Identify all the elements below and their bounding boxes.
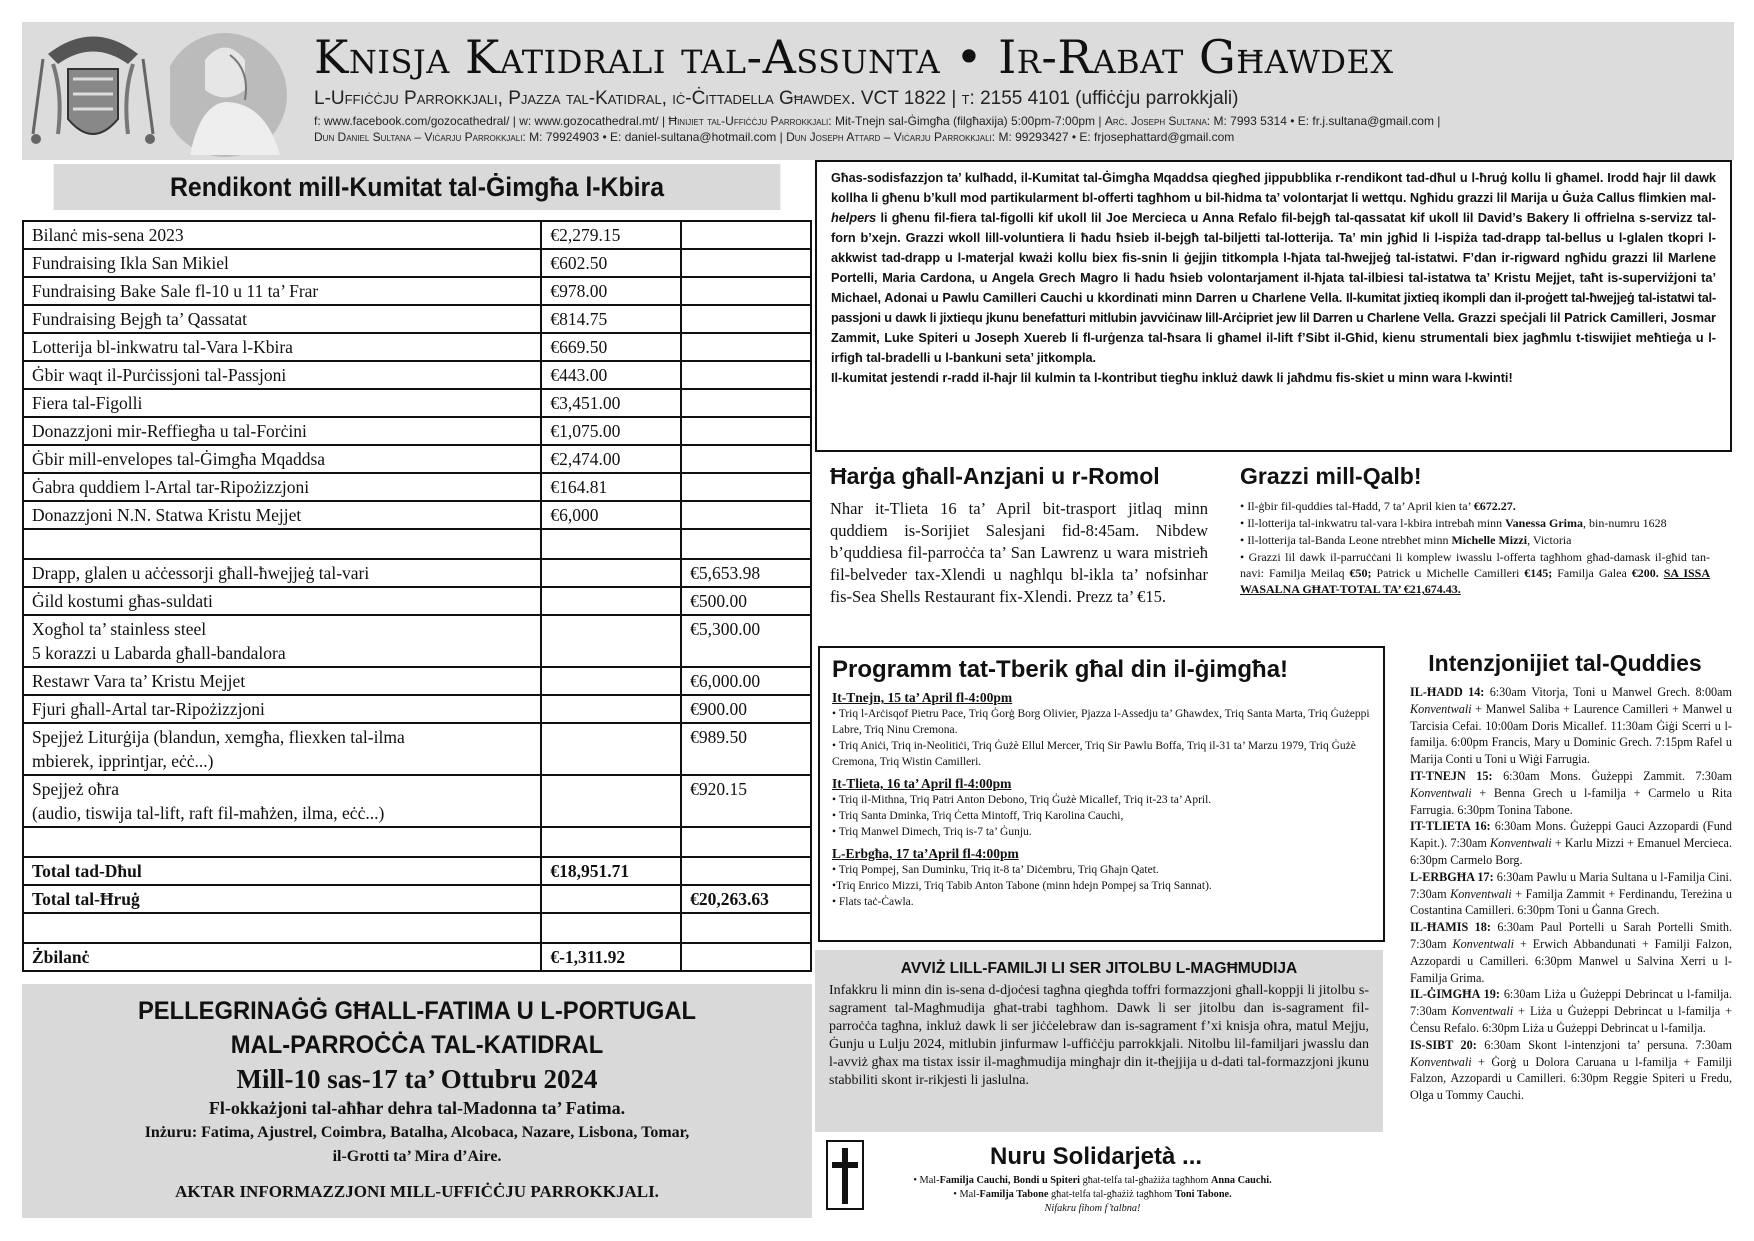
condolences-list [875, 1174, 1310, 1216]
address-line [314, 88, 1238, 110]
finance-income: €164.81 [541, 473, 681, 501]
finance-expense [681, 913, 811, 943]
finance-income: €669.50 [541, 333, 681, 361]
finance-label: Ġbir waqt il-Purċissjoni tal-Passjoni [23, 361, 541, 389]
program-route: •Triq Enrico Mizzi, Triq Tabib Anton Tabone (minn hdejn Pompej sa Triq Sannat). [832, 880, 1212, 892]
finance-label: Drapp, glalen u aċċessorji għall-ħwejjeġ tal-vari [23, 559, 541, 587]
table-row [23, 695, 811, 723]
finance-expense [681, 277, 811, 305]
table-row [23, 667, 811, 695]
program-route: • Triq l-Arċisqof Pietru Pace, Triq Ġorġ Borg Olivier, Pjazza l-Assedju ta’ Għawdex, Triq Santa Marta, Triq Ġużeppi Labre, Triq Ninu Cremona. [832, 708, 1370, 736]
trip-title: Ħarġa għall-Anzjani u r-Romol [830, 463, 1160, 489]
table-row [23, 775, 811, 827]
finance-label: Restawr Vara ta’ Kristu Mejjet [23, 667, 541, 695]
table-row [23, 587, 811, 615]
finance-label: Total tal-Ħruġ [23, 885, 541, 913]
vicar1-contact[interactable]: M: 79924903 • E: daniel-sultana@hotmail.com | [529, 130, 783, 144]
committee-report [815, 160, 1732, 452]
vicar2-contact[interactable]: M: 99293427 • E: frjosephattard@gmail.com [998, 130, 1235, 144]
thanks-title: Grazzi mill-Qalb! [1240, 463, 1422, 489]
finance-expense [681, 529, 811, 559]
pilgrimage-box [22, 984, 812, 1218]
finance-income: €2,279.15 [541, 221, 681, 249]
finance-income [541, 667, 681, 695]
list-item: IT-TLIETA 16: 6:30am Mons. Ġużeppi Gauci Azzopardi (Fund Kapit.). 7:30am Konventwali + Karlu Mizzi + Emanuel Mercieca. 6:30pm Carmelo Borg. [1410, 819, 1732, 867]
trip-body: Nhar it-Tlieta 16 ta’ April bit-trasport jitlaq minn quddiem is-Sorijiet Salesjani fid-8:45am. Nibdew b’quddiesa fil-parroċċa ta’ San Lawrenz u wara mistrieħ fil-belveder tax-Xlendi u nagħlqu bl-ikla ta’ nofsinhar fis-Sea Shells Restaurant fix-Xlendi. Prezz ta’ €15. [830, 499, 1208, 606]
notice-body: Infakkru li minn din is-sena d-djoċesi tagħna qiegħda toffri formazzjoni għall-koppji li jitolbu s-sagrament tal-Magħmudija għat-trabi tagħhom. Dawk li ser jitolbu dan is-sagrament fil-parroċċa tagħna, inkluż dawk li ser jiċċelebraw dan is-sagrament f’xi knisja oħra, matul Mejju, Ġunju u Lulju 2024, mitlubin jinfurmaw l-uffiċċju parrokkjali. Nitolbu lil-familjari jwasslu dan l-avviż għax ma tistax issir il-magħmudija mingħajr din it-tħejjija u d-dati tal-formazzjoni jkunu stabbiliti skont ir-rikjesti li jaslulna. [829, 983, 1369, 1088]
pilgrimage-places: Inżuru: Fatima, Ajustrel, Coimbra, Batalha, Alcobaca, Nazare, Lisbona, Tomar, [144, 1124, 690, 1141]
finance-label: Donazzjoni N.N. Statwa Kristu Mejjet [23, 501, 541, 529]
program-route: • Triq Pompej, San Duminku, Triq it-8 ta’ Diċembru, Triq Għajn Qatet. [832, 864, 1159, 876]
finance-income: €3,451.00 [541, 389, 681, 417]
church-title: Knisja Katidrali tal-Assunta • Ir-Rabat Għawdex [314, 30, 1394, 84]
finance-label: Total tad-Dħul [23, 857, 541, 885]
finance-expense: €920.15 [681, 775, 811, 827]
finance-income: €602.50 [541, 249, 681, 277]
finance-income [541, 587, 681, 615]
table-row [23, 249, 811, 277]
finance-income: €443.00 [541, 361, 681, 389]
finance-income: €2,474.00 [541, 445, 681, 473]
finance-label: Spejjeż oħra (audio, tiswija tal-lift, raft fil-maħżen, ilma, eċċ...) [23, 775, 541, 827]
list-item: • Mal-Familja Tabone għat-telfa tal-għażiż tagħhom Toni Tabone. [953, 1189, 1232, 1200]
finance-expense [681, 473, 811, 501]
table-row [23, 389, 811, 417]
table-row [23, 615, 811, 667]
pilgrimage-occasion: Fl-okkażjoni tal-aħħar dehra tal-Madonna ta’ Fatima. [208, 1098, 626, 1118]
vicar2-label: Dun Joseph Attard – Viċarju Parrokkjali: [786, 130, 996, 144]
finance-expense [681, 827, 811, 857]
list-item: • Il-lotterija tal-Banda Leone ntrebħet minn Michelle Mizzi, Victoria [1240, 533, 1572, 547]
finance-income: €814.75 [541, 305, 681, 333]
finance-income [541, 885, 681, 913]
finance-expense: €500.00 [681, 587, 811, 615]
program-route: • Triq il-Mithna, Triq Patri Anton Debono, Triq Ġużè Micallef, Triq it-23 ta’ April. [832, 794, 1212, 806]
finance-expense: €6,000.00 [681, 667, 811, 695]
finance-income: €978.00 [541, 277, 681, 305]
table-row [23, 445, 811, 473]
list-item: • Mal-Familja Cauchi, Bondi u Spiteri għat-telfa tal-għażiża tagħhom Anna Cauchi. [913, 1175, 1272, 1186]
finance-expense [681, 249, 811, 277]
finance-expense [681, 417, 811, 445]
list-item: IS-SIBT 20: 6:30am Skont l-intenzjoni ta’ persuna. 7:30am Konventwali + Ġorġ u Dolora Caruana u l-familja + Familji Falzon, Azzopardi u Camilleri. 6:30pm Reggie Spiteri u Fredu, Olga u Tommy Cauchi. [1410, 1037, 1733, 1103]
finance-label: Spejjeż Liturġija (blandun, xemgħa, fliexken tal-ilma mbierek, ipprintjar, eċċ...) [23, 723, 541, 775]
phone-label: | t: [951, 88, 975, 109]
finance-expense [681, 943, 811, 971]
finance-income: €-1,311.92 [541, 943, 681, 971]
finance-label [23, 913, 541, 943]
list-item: • Grazzi lil dawk il-parruċċani li komplew iwasslu l-offerta tagħhom għad-damask il-għid tan-navi: Familja Meilaq €50; Patrick u Michelle Camilleri €145; Familja Galea €200. SA ISSA WASALNA GĦAT-TOTAL TA’ €21,674.43. [1240, 550, 1711, 596]
finance-income: €6,000 [541, 501, 681, 529]
pilgrimage-places-2: il-Grotti ta’ Mira d’Aire. [332, 1148, 502, 1165]
program-route: • Flats taċ-Ċawla. [832, 896, 914, 908]
finance-expense [681, 333, 811, 361]
report-highlight: Il-kumitat jixtieq ikompli dan il-proġett tal-ħwejjeġ tal-istatwi tal-passjoni u dawk li jixtiequ jkunu benefatturi mitlubin javviċinaw lill-Arċipriet jew lil Darren u Charlene Vella. [831, 291, 1717, 325]
report-text-3: Grazzi speċjali lil Patrick Camilleri, Josmar Zammit, Luke Spiteri u Joseph Xuereb li fl-urġenza tal-ħsara li għamel il-lift f’Sibt il-Għid, kienu strumentali biex jagħmlu t-tiswijiet meħtieġa u l-irfigħ tal-bradelli u l-bankuni seta’ jitkompla. [831, 311, 1716, 365]
finance-income [541, 723, 681, 775]
list-item: IT-TNEJN 15: 6:30am Mons. Ġużeppi Zammit. 7:30am Konventwali + Benna Grech u l-familja + Carmelo u Rita Farrugia. 6:30pm Tonina Tabone. [1410, 768, 1733, 817]
finance-expense: €20,263.63 [681, 885, 811, 913]
table-row [23, 529, 811, 559]
finance-label [23, 827, 541, 857]
finance-label: Ġild kostumi għas-suldati [23, 587, 541, 615]
pilgrimage-info: AKTAR INFORMAZZJONI MILL-UFFIĊĊJU PARROKKJALI. [175, 1182, 659, 1201]
table-row [23, 417, 811, 445]
table-row [23, 501, 811, 529]
program-day-head: It-Tnejn, 15 ta’ April fl-4:00pm [832, 690, 1013, 705]
program-title: Programm tat-Tberik għal din il-ġimgħa! [832, 656, 1289, 683]
finance-income [541, 775, 681, 827]
list-item: IL-ĠIMGĦA 19: 6:30am Liża u Ġużeppi Debrincat u l-familja. 7:30am Konventwali + Liża u Ġużeppi Debrincat u l-familja + Ċensu Refalo. 6:30pm Liża u Ġużeppi Debrincat u l-familja. [1410, 987, 1732, 1035]
list-item: IL-ĦAMIS 18: 6:30am Paul Portelli u Sarah Portelli Smith. 7:30am Konventwali + Erwich Abbandunati + Familji Falzon, Azzopardi u Camilleri. 6:30pm Manwel u Salvina Xerri u l-Familja Grima. [1410, 920, 1732, 985]
table-row [23, 827, 811, 857]
finance-expense [681, 221, 811, 249]
finance-expense [681, 305, 811, 333]
finance-income [541, 559, 681, 587]
finance-income [541, 615, 681, 667]
finance-label: Xogħol ta’ stainless steel 5 korazzi u Labarda għall-bandalora [23, 615, 541, 667]
contact-line-2 [314, 130, 1234, 144]
vicar1-label: Dun Daniel Sultana – Viċarju Parrokkjali: [314, 130, 526, 144]
list-item: L-ERBGĦA 17: 6:30am Pawlu u Maria Sultana u l-Familja Cini. 7:30am Konventwali + Familja Zammit + Ferdinandu, Tereżina u Costantina Camilleri. 6:30pm Toni u Ġanna Grech. [1410, 869, 1732, 918]
address: L-Uffiċċju Parrokkjali, Pjazza tal-Katidral, iċ-Ċittadella Għawdex. VCT 1822 [314, 88, 947, 109]
finance-income [541, 529, 681, 559]
cross-icon [826, 1140, 864, 1210]
pilgrimage-dates: Mill-10 sas-17 ta’ Ottubru 2024 [236, 1064, 598, 1094]
finance-expense: €5,300.00 [681, 615, 811, 667]
mass-intentions-title: Intenzjonijiet tal-Quddies [1428, 650, 1702, 676]
report-helpers: helpers [831, 211, 877, 225]
archpriest-label: Arċ. Joseph Sultana: [1104, 114, 1211, 128]
list-item: IL-ĦADD 14: 6:30am Vitorja, Toni u Manwel Grech. 8:00am Konventwali + Manwel Saliba + Laurence Camilleri + Manwel u Tarcisia Cefai. 10:00am Doris Micallef. 11:30am Ġiġi Scerri u l-familja. 6:00pm Francis, Mary u Dominic Grech. 7:15pm Rafel u Marija Conti u Toni u Wiġi Farrugia. [1410, 685, 1733, 767]
finance-expense [681, 445, 811, 473]
table-row [23, 723, 811, 775]
office-hours-label: Ħinijiet tal-Uffiċċju Parrokkjali: [668, 114, 832, 128]
table-row [23, 221, 811, 249]
report-text-1: Għas-sodisfazzjon ta’ kulħadd, il-Kumitat tal-Ġimgħa Mqaddsa qiegħed jippubblika r-rendikont tad-dħul u l-ħruġ kollu li għamel. Irodd ħajr lil dawk kollha li għenu b’kull mod partikularment bl-offerti tagħhom u bil-ħidma ta’ volontarjat li wettqu. Ngħidu grazzi lil Marija u Ġuża Callus flimkien mal- [831, 171, 1716, 205]
finance-income: €18,951.71 [541, 857, 681, 885]
report-text-4: Il-kumitat jestendi r-radd il-ħajr lil kulmin ta l-kontribut tiegħu inkluż dawk li jaħdmu fis-skiet u minn wara l-kwinti! [831, 371, 1513, 385]
report-text-2: li għenu fil-fiera tal-figolli kif ukoll lil Joe Mercieca u Anna Refalo fil-bejgħ tal-qassatat kif ukoll lil David’s Bakery li offrielna s-servizz tal-forn b’xejn. Grazzi wkoll lill-voluntiera li ħadu ħsieb il-bejgħ tal-biljetti tal-lotterija. Ta’ min jgħid li l-ispiża tad-drapp tal-bellus u l-glalen tkopri l-akkwist tad-drapp u l-materjal kważi kollu biex fis-snin li ġejjin titkompla l-ħjata tal-ħwejjeġ tal-istatwi. F’dan ir-rigward ngħidu grazzi lil Marlene Portelli, Maria Cardona, u Angela Grech Magro li ħadu ħsieb volontarjament il-ħjata tal-ilbiesi tal-istatwa ta’ Kristu Mejjet, taħt is-superviżjoni ta’ Michael, Adonai u Pawlu Camilleri Cauchi u kkordinati minn Darren u Charlene Vella. [831, 211, 1716, 305]
finance-expense [681, 389, 811, 417]
finance-expense: €900.00 [681, 695, 811, 723]
table-row [23, 361, 811, 389]
program-route: • Triq Santa Dminka, Triq Ċetta Mintoff, Triq Karolina Cauchi, [832, 810, 1124, 822]
finance-income [541, 695, 681, 723]
list-item: • Il-ġbir fil-quddies tal-Ħadd, 7 ta’ April kien ta’ €672.27. [1240, 499, 1516, 513]
finance-label: Fjuri għall-Artal tar-Ripożizzjoni [23, 695, 541, 723]
finance-income: €1,075.00 [541, 417, 681, 445]
finance-label: Lotterija bl-inkwatru tal-Vara l-Kbira [23, 333, 541, 361]
finance-income [541, 827, 681, 857]
finance-label: Fundraising Ikla San Mikiel [23, 249, 541, 277]
web-links[interactable]: f: www.facebook.com/gozocathedral/ | w: www.gozocathedral.mt/ | [314, 114, 666, 128]
phone-number: 2155 4101 (uffiċċju parrokkjali) [980, 88, 1239, 109]
archpriest-contact[interactable]: M: 7993 5314 • E: fr.j.sultana@gmail.com | [1213, 114, 1441, 128]
finance-title: Rendikont mill-Kumitat tal-Ġimgħa l-Kbira [54, 164, 781, 210]
table-row [23, 885, 811, 913]
condolences-closing: Nifakru fihom f’talbna! [1044, 1203, 1141, 1214]
table-row [23, 333, 811, 361]
office-hours: Mit-Tnejn sal-Ġimgħa (filgħaxija) 5:00pm-7:00pm | [834, 114, 1102, 128]
notice-title: AVVIŻ LILL-FAMILJI LI SER JITOLBU L-MAGĦMUDIJA [900, 960, 1298, 977]
finance-label: Donazzjoni mir-Reffiegħa u tal-Forċini [23, 417, 541, 445]
pilgrimage-heading-1: PELLEGRINAĠĠ GĦALL-FATIMA U L-PORTUGAL [137, 997, 697, 1025]
program-route: • Triq Manwel Dimech, Triq is-7 ta’ Ġunju. [832, 826, 1032, 838]
finance-label: Bilanċ mis-sena 2023 [23, 221, 541, 249]
table-row [23, 473, 811, 501]
program-route: • Triq Aniċi, Triq in-Neolitiċi, Triq Ġużè Ellul Mercer, Triq Sir Pawlu Boffa, Triq il-31 ta’ Marzu 1979, Triq Ġużè Cremona, Triq Wistin Camilleri. [832, 740, 1356, 768]
bishop-portrait-icon [170, 30, 300, 160]
finance-table [22, 220, 812, 972]
masthead [22, 22, 1734, 160]
condolences-title: Nuru Solidarjetà ... [990, 1143, 1203, 1170]
finance-expense: €5,653.98 [681, 559, 811, 587]
program-day-head: It-Tlieta, 16 ta’ April fl-4:00pm [832, 776, 1012, 791]
table-row [23, 559, 811, 587]
finance-label: Fundraising Bejgħ ta’ Qassatat [23, 305, 541, 333]
table-row [23, 305, 811, 333]
baptism-notice [815, 950, 1383, 1132]
table-row [23, 913, 811, 943]
blessing-program [818, 646, 1385, 942]
list-item: • Il-lotterija tal-inkwatru tal-vara l-kbira intrebaħ minn Vanessa Grima, bin-numru 1628 [1240, 516, 1667, 530]
table-row [23, 277, 811, 305]
finance-label: Fiera tal-Figolli [23, 389, 541, 417]
finance-label: Ġbir mill-envelopes tal-Ġimgħa Mqaddsa [23, 445, 541, 473]
finance-expense [681, 361, 811, 389]
finance-expense [681, 501, 811, 529]
table-row [23, 857, 811, 885]
thanks-list [1240, 498, 1710, 598]
finance-income [541, 913, 681, 943]
coat-of-arms-icon [28, 24, 158, 158]
finance-label: Ġabra quddiem l-Artal tar-Ripożizzjoni [23, 473, 541, 501]
pilgrimage-heading-2: MAL-PARROĊĊA TAL-KATIDRAL [230, 1031, 604, 1059]
finance-label [23, 529, 541, 559]
finance-expense [681, 857, 811, 885]
mass-intentions-list [1410, 684, 1732, 1104]
program-day-head: L-Erbgħa, 17 ta’April fl-4:00pm [832, 846, 1019, 861]
table-row [23, 943, 811, 971]
finance-label: Fundraising Bake Sale fl-10 u 11 ta’ Frar [23, 277, 541, 305]
finance-label: Żbilanċ [23, 943, 541, 971]
finance-expense: €989.50 [681, 723, 811, 775]
contact-line-1 [314, 114, 1440, 128]
